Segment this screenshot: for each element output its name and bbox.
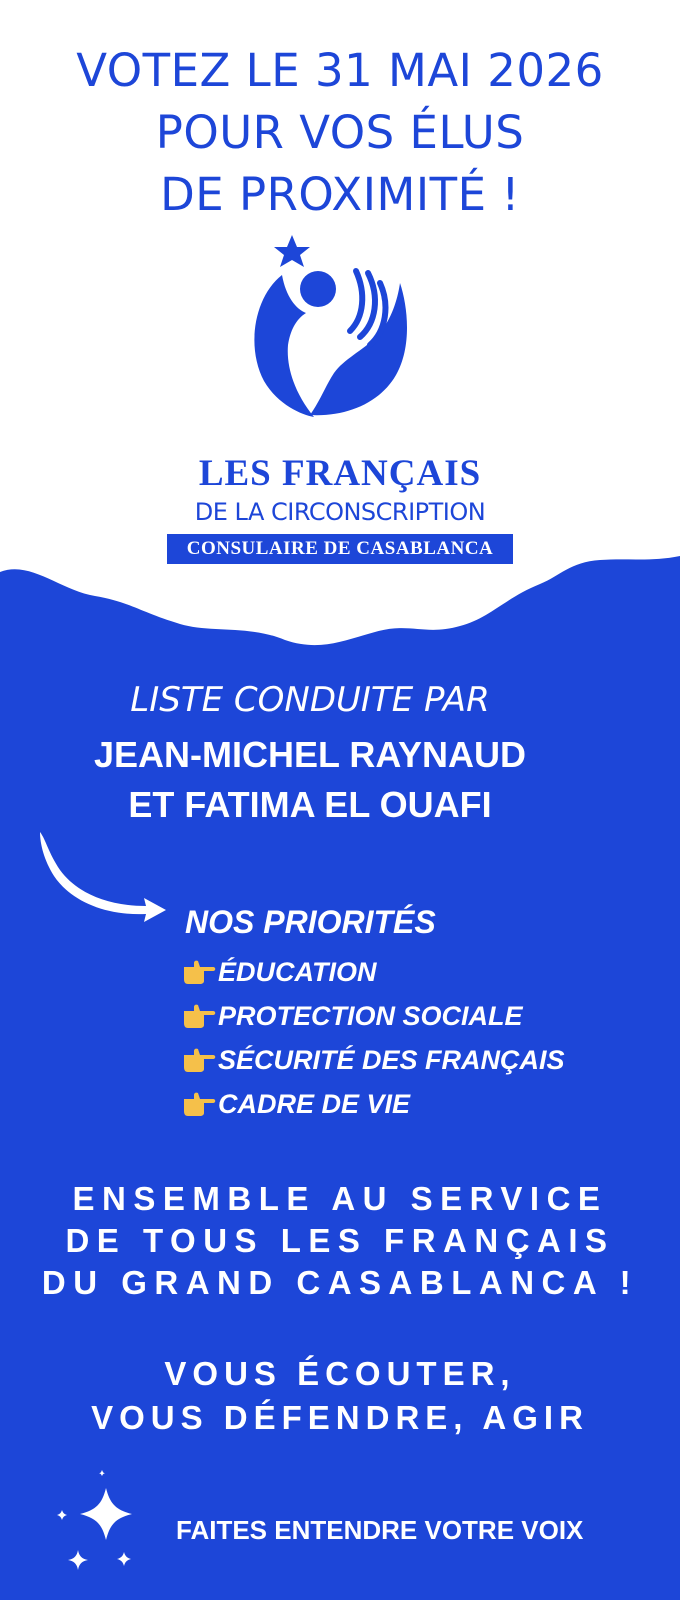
curved-arrow-icon: [38, 830, 168, 930]
priority-label: PROTECTION SOCIALE: [218, 1000, 523, 1031]
organization-name: [150, 452, 530, 564]
org-name-banner: CONSULAIRE DE CASABLANCA: [167, 534, 513, 564]
org-name-main: LES FRANÇAIS: [198, 453, 482, 494]
slogan: [0, 1178, 680, 1304]
headline-line: VOTEZ LE 31 MAI 2026: [76, 44, 604, 97]
sparkles-icon: [48, 1470, 168, 1570]
priority-item: [182, 1082, 565, 1126]
motto: [0, 1352, 680, 1440]
pointing-hand-icon: [182, 1047, 216, 1073]
slogan-line: ENSEMBLE AU SERVICE: [72, 1180, 608, 1217]
priorities-title: NOS PRIORITÉS: [185, 904, 436, 940]
slogan-line: DU GRAND CASABLANCA !: [41, 1264, 639, 1301]
priority-item: [182, 950, 565, 994]
leader-name-line: ET FATIMA EL OUAFI: [128, 784, 492, 825]
priority-label: CADRE DE VIE: [218, 1088, 411, 1119]
motto-line: VOUS ÉCOUTER,: [164, 1355, 516, 1392]
org-name-sub: DE LA CIRCONSCRIPTION: [194, 498, 486, 526]
priority-label: SÉCURITÉ DES FRANÇAIS: [218, 1044, 565, 1075]
star-person-hands-logo-icon: [240, 235, 440, 435]
pointing-hand-icon: [182, 959, 216, 985]
list-leader-names: [0, 730, 620, 830]
priority-label: ÉDUCATION: [218, 956, 377, 987]
priorities-list: [182, 950, 565, 1126]
motto-line: VOUS DÉFENDRE, AGIR: [91, 1399, 589, 1436]
pointing-hand-icon: [182, 1003, 216, 1029]
pointing-hand-icon: [182, 1091, 216, 1117]
headline-line: POUR VOS ÉLUS: [155, 106, 525, 159]
leader-name-line: JEAN-MICHEL RAYNAUD: [93, 734, 527, 775]
slogan-line: DE TOUS LES FRANÇAIS: [65, 1222, 615, 1259]
list-leader-label: LISTE CONDUITE PAR: [130, 680, 490, 720]
priority-item: [182, 1038, 565, 1082]
call-to-action: FAITES ENTENDRE VOTRE VOIX: [176, 1515, 584, 1545]
headline-line: DE PROXIMITÉ !: [160, 168, 520, 221]
priority-item: [182, 994, 565, 1038]
vote-date-headline: [0, 40, 680, 226]
